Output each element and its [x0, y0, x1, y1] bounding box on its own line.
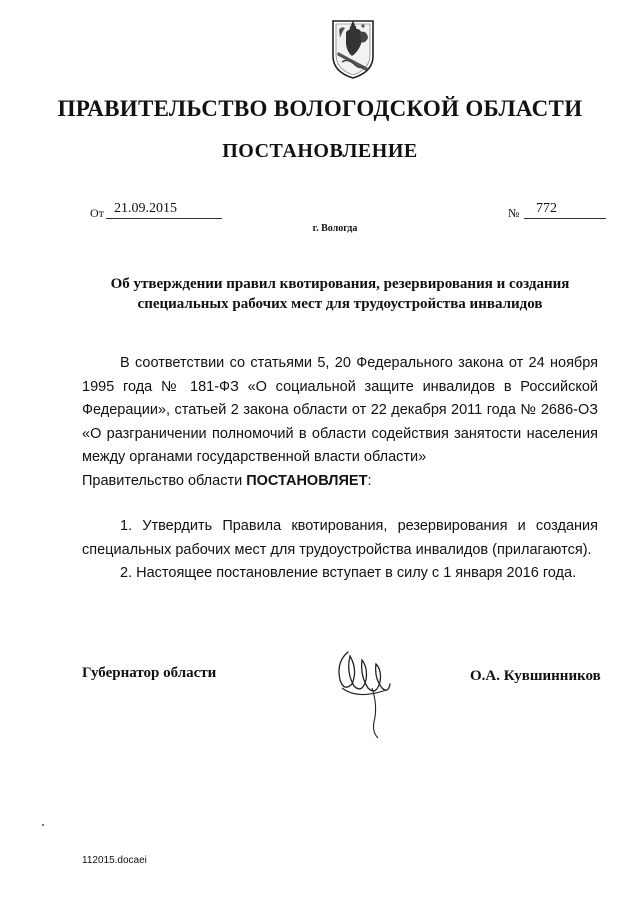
vologda-coat-of-arms-icon: [330, 18, 376, 80]
decree-word: ПОСТАНОВЛЯЕТ: [246, 472, 368, 489]
document-subject: [95, 274, 585, 314]
document-date: 21.09.2015: [106, 201, 222, 219]
government-title: ПРАВИТЕЛЬСТВО ВОЛОГОДСКОЙ ОБЛАСТИ: [57, 96, 583, 121]
paragraph-spacer: [82, 493, 598, 515]
document-number: 772: [524, 201, 606, 219]
signer-title: Губернатор области: [82, 665, 217, 681]
decree-lead: Правительство области: [82, 472, 247, 489]
preamble-paragraph: В соответствии со статьями 5, 20 Федерального закона от 24 ноября 1995 года № 181-ФЗ «О социальной защите инвалидов в Российской Федерации», статьей 2 закона области от 22 декабря 2011 года № 2686-ОЗ «О разграничении полномочий в области содействия занятости населения между органами государственной власти области»: [82, 355, 598, 465]
file-name: 112015.docaei: [82, 855, 147, 866]
item-2: 2. Настоящее постановление вступает в силу с 1 января 2016 года.: [120, 565, 577, 581]
document-body: [82, 352, 598, 586]
date-prefix: От: [90, 206, 104, 220]
number-prefix: №: [508, 206, 520, 220]
subject-line-2: специальных рабочих мест для трудоустройства инвалидов: [137, 296, 543, 312]
signer-name: О.А. Кувшинников: [470, 668, 601, 684]
decree-line: [82, 470, 598, 494]
subject-line-1: Об утверждении правил квотирования, резервирования и создания: [110, 276, 570, 292]
scan-speck: [42, 824, 44, 826]
decree-colon: :: [367, 472, 372, 489]
document-type: ПОСТАНОВЛЕНИЕ: [222, 140, 418, 162]
city-label: г. Вологда: [312, 223, 358, 234]
handwritten-signature-icon: [328, 640, 402, 740]
item-1: 1. Утвердить Правила квотирования, резервирования и создания специальных рабочих мест для трудоустройства инвалидов (прилагаются).: [82, 518, 598, 558]
